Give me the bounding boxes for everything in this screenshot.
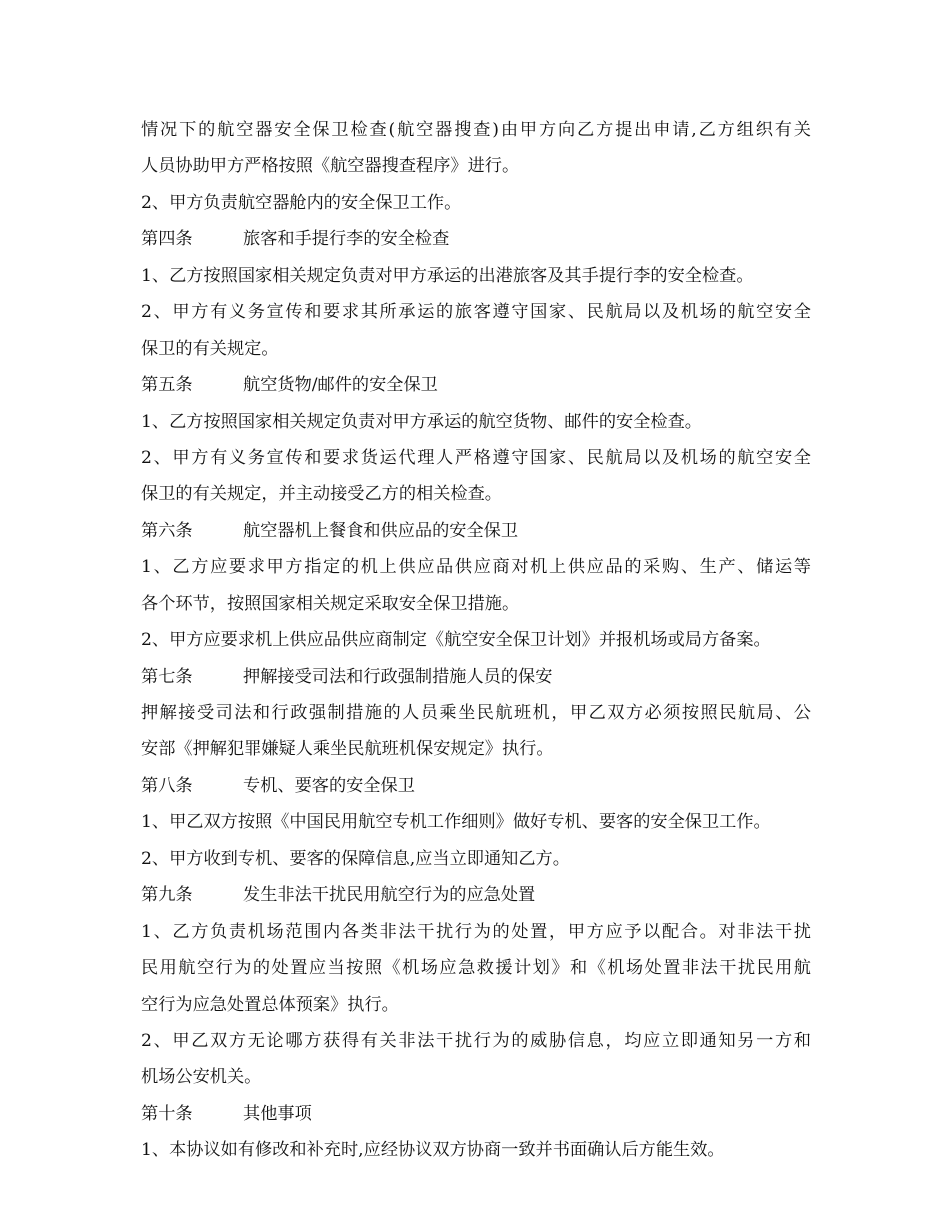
text-line: 押解接受司法和行政强制措施的人员乘坐民航班机，甲乙双方必须按照民航局、公 [141, 703, 811, 723]
article-title: 押解接受司法和行政强制措施人员的保安 [243, 666, 553, 687]
text-line: 2、甲乙双方无论哪方获得有关非法干扰行为的威胁信息，均应立即通知另一方和 [141, 1030, 811, 1051]
article-number: 第九条 [141, 885, 193, 906]
article-heading [141, 221, 811, 257]
text-line: 2、甲方负责航空器舱内的安全保卫工作。 [141, 192, 462, 213]
clause-paragraph [141, 914, 811, 1023]
article-heading [141, 877, 811, 913]
text-line: 人员协助甲方严格按照《航空器搜查程序》进行。 [141, 156, 520, 177]
text-line: 保卫的有关规定。 [141, 338, 279, 359]
text-line: 2、甲方有义务宣传和要求其所承运的旅客遵守国家、民航局以及机场的航空安全 [141, 302, 811, 323]
clause-paragraph [141, 1023, 811, 1096]
article-heading [141, 367, 811, 403]
article-title: 航空货物/邮件的安全保卫 [243, 375, 438, 396]
clause-paragraph [141, 841, 811, 877]
clause-paragraph [141, 695, 811, 768]
text-line: 民用航空行为的处置应当按照《机场应急救援计划》和《机场处置非法干扰民用航 [141, 958, 811, 979]
article-number: 第七条 [141, 666, 193, 687]
article-title: 发生非法干扰民用航空行为的应急处置 [243, 885, 536, 906]
text-line: 2、甲方收到专机、要客的保障信息,应当立即通知乙方。 [141, 848, 570, 869]
text-line: 情况下的航空器安全保卫检查(航空器搜查)由甲方向乙方提出申请,乙方组织有关 [141, 120, 811, 140]
text-line: 1、本协议如有修改和补充时,应经协议双方协商一致并书面确认后方能生效。 [141, 1140, 725, 1161]
clause-paragraph [141, 258, 811, 294]
clause-paragraph [141, 622, 811, 658]
text-line: 1、乙方按照国家相关规定负责对甲方承运的航空货物、邮件的安全检查。 [141, 411, 702, 432]
article-number: 第四条 [141, 229, 193, 250]
text-line: 2、甲方有义务宣传和要求货运代理人严格遵守国家、民航局以及机场的航空安全 [141, 447, 811, 468]
text-line: 保卫的有关规定，并主动接受乙方的相关检查。 [141, 484, 502, 505]
article-number: 第十条 [141, 1103, 193, 1124]
text-line: 各个环节，按照国家相关规定采取安全保卫措施。 [141, 593, 520, 614]
text-line: 2、甲方应要求机上供应品供应商制定《航空安全保卫计划》并报机场或局方备案。 [141, 630, 771, 651]
clause-paragraph [141, 185, 811, 221]
article-heading [141, 659, 811, 695]
article-title: 航空器机上餐食和供应品的安全保卫 [243, 520, 519, 541]
article-title: 其他事项 [243, 1103, 312, 1124]
article-heading [141, 768, 811, 804]
clause-paragraph [141, 294, 811, 367]
text-line: 安部《押解犯罪嫌疑人乘坐民航班机保安规定》执行。 [141, 739, 554, 760]
text-line: 1、乙方按照国家相关规定负责对甲方承运的出港旅客及其手提行李的安全检查。 [141, 265, 754, 286]
clause-paragraph [141, 404, 811, 440]
text-line: 1、乙方负责机场范围内各类非法干扰行为的处置，甲方应予以配合。对非法干扰 [141, 921, 811, 942]
clause-paragraph [141, 549, 811, 622]
article-title: 专机、要客的安全保卫 [243, 775, 415, 796]
clause-paragraph [141, 440, 811, 513]
article-number: 第五条 [141, 375, 193, 396]
text-line: 机场公安机关。 [141, 1067, 262, 1088]
text-line: 空行为应急处置总体预案》执行。 [141, 994, 399, 1015]
article-title: 旅客和手提行李的安全检查 [243, 229, 450, 250]
text-line: 1、甲乙双方按照《中国民用航空专机工作细则》做好专机、要客的安全保卫工作。 [141, 812, 771, 833]
document-body [141, 112, 811, 1169]
clause-paragraph [141, 112, 811, 185]
text-line: 1、乙方应要求甲方指定的机上供应品供应商对机上供应品的采购、生产、储运等 [141, 557, 811, 578]
article-heading [141, 1096, 811, 1132]
article-heading [141, 513, 811, 549]
article-number: 第六条 [141, 520, 193, 541]
clause-paragraph [141, 804, 811, 840]
clause-paragraph [141, 1132, 811, 1168]
article-number: 第八条 [141, 775, 193, 796]
